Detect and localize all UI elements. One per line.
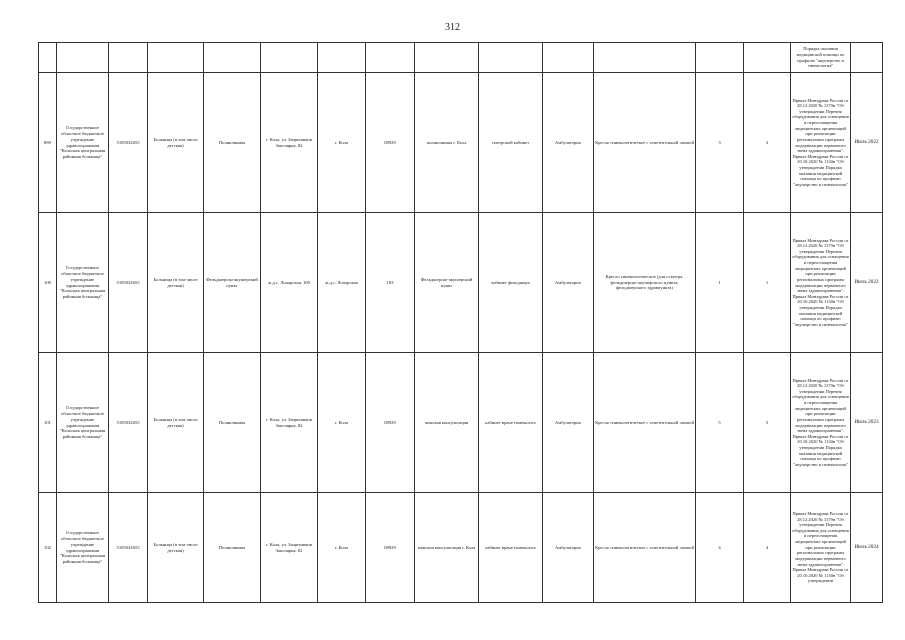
table-row bbox=[39, 73, 883, 213]
cell-type: Больница (в том числе детская) bbox=[148, 353, 204, 493]
cell-settlement: ж.д.с. Лопарская bbox=[318, 213, 366, 353]
cell-basis: Порядка оказания медицинской помощи по профилю "акушерство и гинекология" bbox=[791, 43, 851, 73]
cell-qty-plan: 1 bbox=[744, 213, 791, 353]
cell-basis: Приказ Минздрава России от 28.12.2020 № 1379н "Об утверждении Перечня оборудования для оснащения и переоснащения медицинских организаций при реализации региональных программ модернизации первичного звена здравоохранения". Приказ Минздрава России от 20.10.2020 № 1130н "Об утверждении bbox=[791, 493, 851, 603]
cell-equipment: Кресло гинекологическое с осветительной лампой bbox=[594, 493, 696, 603]
cell-inn: 5105032655 bbox=[109, 213, 148, 353]
cell-type: Больница (в том числе детская) bbox=[148, 493, 204, 603]
cell-unit: Поликлиника bbox=[204, 73, 261, 213]
cell-subunit: поликлиника г. Кола bbox=[415, 73, 479, 213]
table-row bbox=[39, 213, 883, 353]
cell-type: Больница (в том числе детская) bbox=[148, 73, 204, 213]
cell-room: кабинет фельдшера bbox=[479, 213, 543, 353]
cell-care: Амбулаторно bbox=[543, 493, 594, 603]
cell-unit: Фельдшерско-акушерский пункт bbox=[204, 213, 261, 353]
cell-subunit: женская консультация bbox=[415, 353, 479, 493]
page-number: 312 bbox=[445, 22, 460, 33]
cell-basis: Приказ Минздрава России от 28.12.2020 № 1379н "Об утверждении Перечня оборудования для оснащения и переоснащения медицинских организаций при реализации региональных программ модернизации первичного звена здравоохранения". Приказ Минздрава России от 20.10.2020 № 1130н "Об утверждении Порядка оказания медицинской помощи по профилю "акушерство и гинекология" bbox=[791, 73, 851, 213]
equipment-table bbox=[38, 42, 883, 603]
cell-address: г. Кола, ул. Защитников Заполярья, 82 bbox=[261, 493, 318, 603]
cell-inn: 5105032655 bbox=[109, 493, 148, 603]
cell-subunit: Фельдшерско-акушерский пункт bbox=[415, 213, 479, 353]
cell-index: 183 bbox=[366, 213, 415, 353]
cell-settlement: г. Кола bbox=[318, 73, 366, 213]
cell-qty-need: 4 bbox=[696, 493, 744, 603]
cell-org: Государственное областное бюджетное учреждение здравоохранения "Кольская центральная районная больница" bbox=[57, 353, 109, 493]
cell-index: 08929 bbox=[366, 73, 415, 213]
cell-basis: Приказ Минздрава России от 28.12.2020 № 1379н "Об утверждении Перечня оборудования для оснащения и переоснащения медицинских организаций при реализации региональных программ модернизации первичного звена здравоохранения". Приказ Минздрава России от 20.10.2020 № 1130н "Об утверждении Порядка оказания медицинской помощи по профилю "акушерство и гинекология" bbox=[791, 213, 851, 353]
cell-inn: 5105032655 bbox=[109, 73, 148, 213]
table-row bbox=[39, 353, 883, 493]
cell-org: Государственное областное бюджетное учреждение здравоохранения "Кольская центральная районная больница" bbox=[57, 493, 109, 603]
cell-settlement: г. Кола bbox=[318, 353, 366, 493]
cell-type: Больница (в том числе детская) bbox=[148, 213, 204, 353]
cell-care: Амбулаторно bbox=[543, 73, 594, 213]
cell-qty-need: 3 bbox=[696, 73, 744, 213]
cell-settlement: г. Кола bbox=[318, 493, 366, 603]
cell-address: г. Кола, ул. Защитников Заполярья, 82 bbox=[261, 73, 318, 213]
cell-org: Государственное областное бюджетное учреждение здравоохранения "Кольская центральная районная больница" bbox=[57, 73, 109, 213]
cell-term: Июль 2022 bbox=[851, 73, 883, 213]
cell-room: кабинет врача-гинеколога bbox=[479, 493, 543, 603]
cell-num: 869 bbox=[39, 73, 57, 213]
cell-unit: Поликлиника bbox=[204, 493, 261, 603]
cell-term: Июль 2023 bbox=[851, 353, 883, 493]
cell-basis: Приказ Минздрава России от 28.12.2020 № 1379н "Об утверждении Перечня оборудования для оснащения и переоснащения медицинских организаций при реализации региональных программ модернизации первичного звена здравоохранения". Приказ Минздрава России от 20.10.2020 № 1130н "Об утверждении Порядка оказания медицинской помощи по профилю "акушерство и гинекология" bbox=[791, 353, 851, 493]
cell-term: Июль 2022 bbox=[851, 213, 883, 353]
cell-subunit: женская консультация г. Кола bbox=[415, 493, 479, 603]
cell-index: 08929 bbox=[366, 353, 415, 493]
cell-qty-plan: 4 bbox=[744, 493, 791, 603]
table-row bbox=[39, 493, 883, 603]
cell-care: Амбулаторно bbox=[543, 213, 594, 353]
table-row-continued bbox=[39, 43, 883, 73]
cell-address: г. Кола, ул. Защитников Заполярья, 82 bbox=[261, 353, 318, 493]
cell-num: 102 bbox=[39, 493, 57, 603]
cell-room: смотровой кабинет bbox=[479, 73, 543, 213]
cell-index: 08929 bbox=[366, 493, 415, 603]
cell-term: Июль 2024 bbox=[851, 493, 883, 603]
cell-qty-plan: 3 bbox=[744, 73, 791, 213]
cell-num: 100 bbox=[39, 213, 57, 353]
cell-equipment: Кресло гинекологическое (для осмотра, фельдшерско-акушерского пункта, фельдшерского здравпункта) bbox=[594, 213, 696, 353]
cell-address: ж.д.с. Лопарская, 100 bbox=[261, 213, 318, 353]
cell-qty-plan: 5 bbox=[744, 353, 791, 493]
cell-org: Государственное областное бюджетное учреждение здравоохранения "Кольская центральная районная больница" bbox=[57, 213, 109, 353]
cell-equipment: Кресло гинекологическое с осветительной лампой bbox=[594, 353, 696, 493]
cell-unit: Поликлиника bbox=[204, 353, 261, 493]
cell-qty-need: 5 bbox=[696, 353, 744, 493]
cell-qty-need: 1 bbox=[696, 213, 744, 353]
cell-care: Амбулаторно bbox=[543, 353, 594, 493]
cell-num: 101 bbox=[39, 353, 57, 493]
cell-equipment: Кресло гинекологическое с осветительной лампой bbox=[594, 73, 696, 213]
cell-room: кабинет врача-гинеколога bbox=[479, 353, 543, 493]
cell-inn: 5105032655 bbox=[109, 353, 148, 493]
